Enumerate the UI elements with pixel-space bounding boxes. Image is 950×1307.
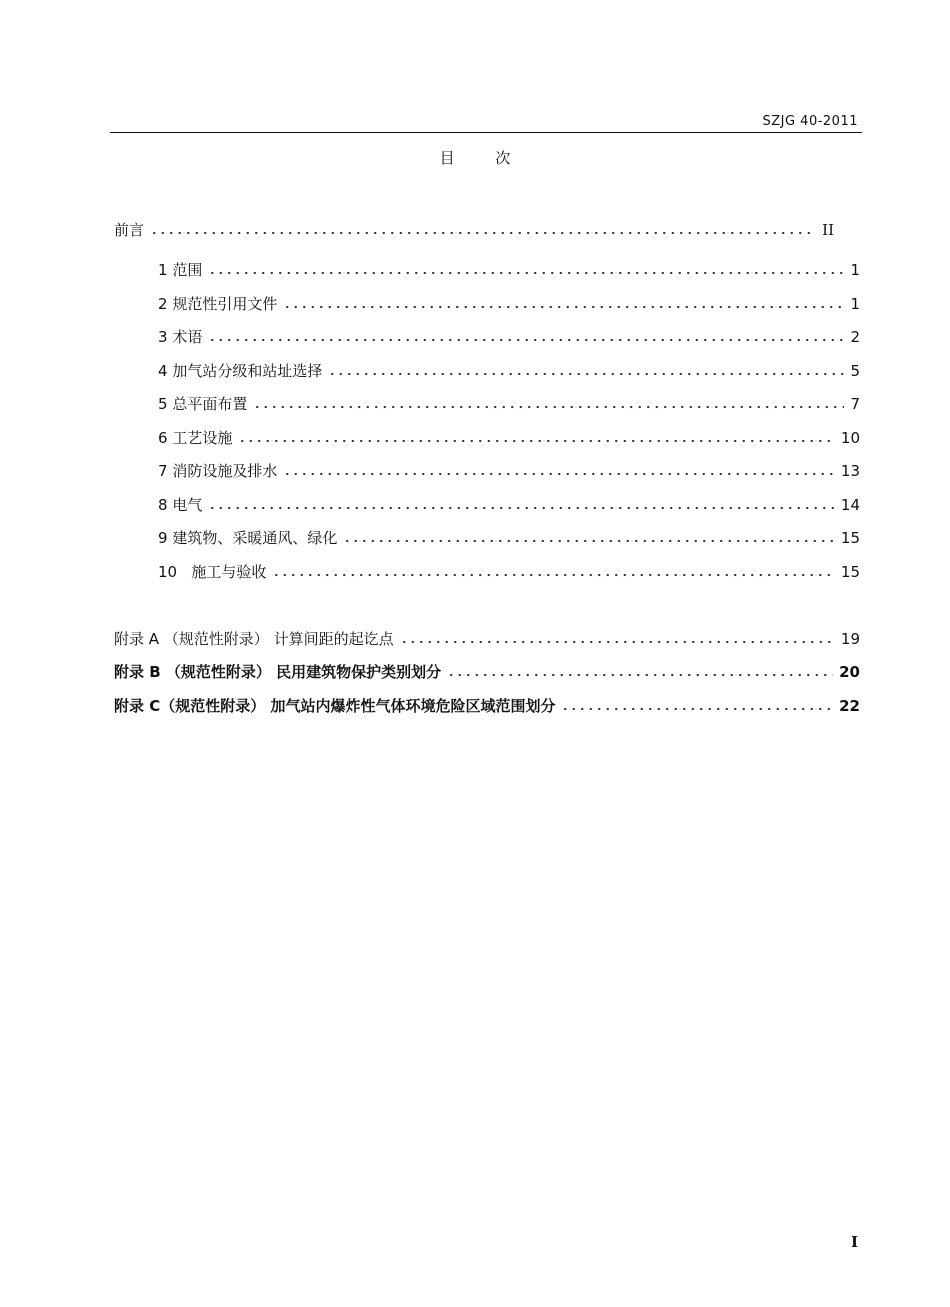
toc-entry-label: 术语 (172, 328, 203, 346)
toc-entry-number: 7 (158, 462, 168, 480)
toc-entry-label: 电气 (172, 496, 203, 514)
dot-leader (150, 231, 816, 235)
toc-entry-chapter[interactable] (158, 461, 860, 481)
toc-entry-label: 规范性引用文件 (172, 295, 278, 313)
dot-leader (238, 439, 835, 443)
toc-entry-chapter[interactable] (158, 562, 860, 582)
toc-entry-page: 2 (850, 328, 860, 346)
toc-entry-page: 20 (839, 663, 860, 681)
toc-entry-number: 8 (158, 496, 168, 514)
toc-entry-label: 前言 (114, 221, 145, 239)
toc-entry-chapter[interactable] (158, 260, 860, 280)
toc-title: 目 次 (439, 149, 529, 167)
toc-entry-appendix[interactable] (114, 662, 860, 682)
dot-leader (400, 640, 835, 644)
toc-entry-appendix[interactable] (114, 629, 860, 649)
toc-entry-label: 消防设施及排水 (172, 462, 278, 480)
dot-leader (328, 372, 844, 376)
toc-entry-label: 附录 C（规范性附录） 加气站内爆炸性气体环境危险区域范围划分 (114, 697, 556, 715)
toc-entry-appendix[interactable] (114, 696, 860, 716)
dot-leader (272, 573, 834, 577)
toc-entry-number: 3 (158, 328, 168, 346)
toc-entry-page: 5 (850, 362, 860, 380)
dot-leader (561, 707, 833, 711)
dot-leader (253, 405, 844, 409)
toc-entry-label: 范围 (172, 261, 203, 279)
toc-entry-number: 2 (158, 295, 168, 313)
toc-entry-page: 1 (850, 295, 860, 313)
toc-entry-page: 15 (840, 563, 860, 581)
footer-page-number: I (850, 1233, 858, 1251)
toc-entry-preface[interactable] (114, 220, 834, 240)
toc-entry-page: 19 (840, 630, 860, 648)
toc-entry-page: 15 (840, 529, 860, 547)
toc-entry-page: 10 (840, 429, 860, 447)
toc-entry-label: 施工与验收 (191, 563, 267, 581)
toc-entry-page: 7 (850, 395, 860, 413)
dot-leader (283, 305, 844, 309)
toc-entry-chapter[interactable] (158, 528, 860, 548)
toc-entry-number: 9 (158, 529, 168, 547)
header-code: SZJG 40-2011 (762, 114, 858, 129)
toc-entry-page: 1 (850, 261, 860, 279)
toc-entry-page: 14 (840, 496, 860, 514)
dot-leader (208, 506, 835, 510)
header-rule (110, 132, 862, 133)
dot-leader (208, 338, 844, 342)
toc-entry-number: 6 (158, 429, 168, 447)
toc-entry-label: 附录 B （规范性附录） 民用建筑物保护类别划分 (114, 663, 442, 681)
toc-entry-chapter[interactable] (158, 394, 860, 414)
toc-entry-label: 建筑物、采暖通风、绿化 (172, 529, 338, 547)
toc-entry-number: 5 (158, 395, 168, 413)
toc-entry-label: 工艺设施 (172, 429, 233, 447)
toc-entry-page: 13 (840, 462, 860, 480)
toc-entry-number: 1 (158, 261, 168, 279)
toc-entry-number: 10 (158, 563, 178, 581)
toc-entry-label: 附录 A （规范性附录） 计算间距的起讫点 (114, 630, 394, 648)
toc-entry-number: 4 (158, 362, 168, 380)
toc-entry-chapter[interactable] (158, 294, 860, 314)
toc-entry-chapter[interactable] (158, 327, 860, 347)
toc-entry-label: 加气站分级和站址选择 (172, 362, 323, 380)
dot-leader (343, 539, 835, 543)
toc-entry-page: 22 (839, 697, 860, 715)
dot-leader (208, 271, 844, 275)
toc-entry-page: II (822, 221, 834, 239)
toc-entry-chapter[interactable] (158, 428, 860, 448)
dot-leader (447, 673, 833, 677)
toc-entry-chapter[interactable] (158, 495, 860, 515)
toc-entry-chapter[interactable] (158, 361, 860, 381)
dot-leader (283, 472, 835, 476)
toc-entry-label: 总平面布置 (172, 395, 248, 413)
